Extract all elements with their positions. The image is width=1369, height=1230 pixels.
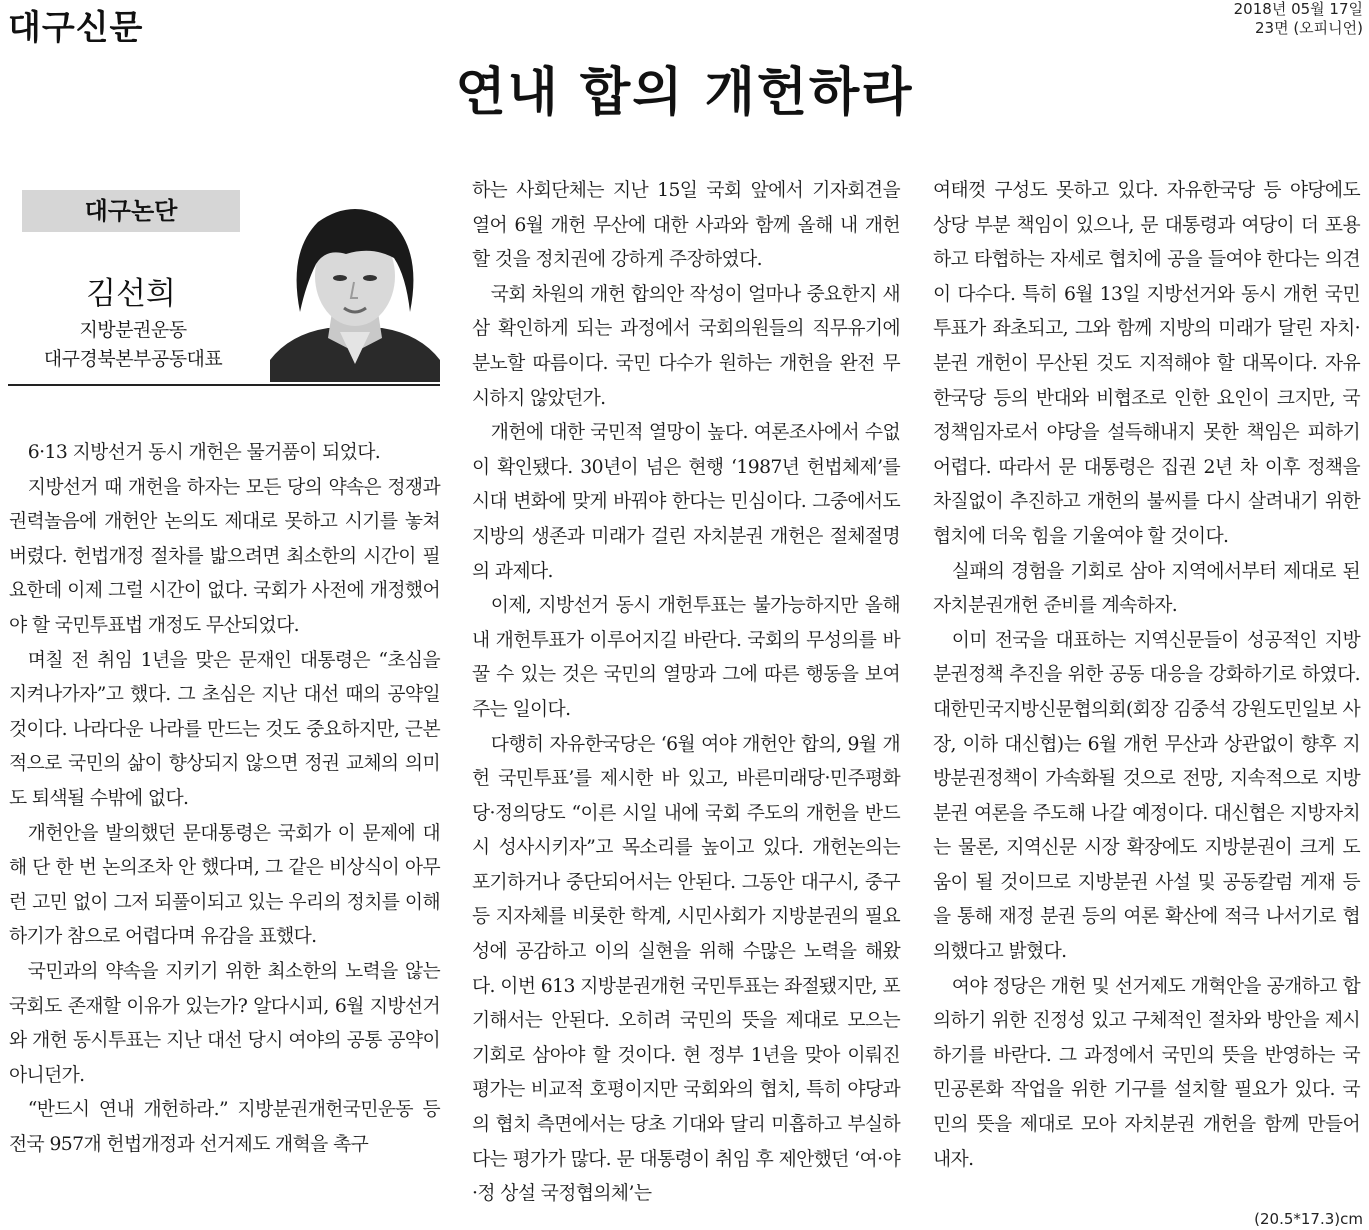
author-affiliation: [8, 316, 258, 374]
paragraph: 다행히 자유한국당은 ‘6월 여야 개헌안 합의, 9월 개헌 국민투표’를 제시한 바 있고, 바른미래당·민주평화당·정의당도 “이른 시일 내에 국회 주도의 개헌을 반드시 성사시키자”고 목소리를 높이고 있다. 개헌논의는 포기하거나 중단되어서는 안된다. 그동안 대구시, 중구 등 지자체를 비롯한 학계, 시민사회가 지방분권의 필요성에 공감하고 이의 실현을 위해 수많은 노력을 해왔다. 이번 613 지방분권개헌 국민투표는 좌절됐지만, 포기해서는 안된다. 오히려 국민의 뜻을 제대로 모으는 기회로 삼아야 할 것이다. 현 정부 1년을 맞아 이뤄진 평가는 비교적 호평이지만 국회와의 협치, 특히 야당과의 협치 측면에서는 당초 기대와 달리 미흡하고 부실하다는 평가가 많다. 문 대통령이 취임 후 제안했던 ‘여·야·정 상설 국정협의체’는: [472, 733, 900, 1205]
paragraph: “반드시 연내 개헌하라.” 지방분권개헌국민운동 등 전국 957개 헌법개정과 선거제도 개혁을 촉구: [9, 1099, 440, 1155]
article-headline: 연내 합의 개헌하라: [455, 63, 914, 123]
paragraph: 며칠 전 취임 1년을 맞은 문재인 대통령은 “초심을 지켜나가자”고 했다. 그 초심은 지난 대선 때의 공약일 것이다. 나라다운 나라를 만드는 것도 중요하지만, 근본적으로 국민의 삶이 향상되지 않으면 정권 교체의 의미도 퇴색될 수밖에 없다.: [9, 649, 440, 809]
paragraph-continued: 하는 사회단체는 지난 15일 국회 앞에서 기자회견을 열어 6월 개헌 무산에 대한 사과와 함께 올해 내 개헌할 것을 정치권에 강하게 주장하였다.: [472, 180, 900, 271]
page-section: 23면 (오피니언): [1254, 19, 1363, 37]
article-column-3: [933, 174, 1360, 1177]
paragraph: 지방선거 때 개헌을 하자는 모든 당의 약속은 정쟁과 권력놀음에 개헌안 논의도 제대로 못하고 시기를 놓쳐 버렸다. 헌법개정 절차를 밟으려면 최소한의 시간이 필요한데 이제 그럴 시간이 없다. 국회가 사전에 개정했어야 할 국민투표법 개정도 무산되었다.: [9, 476, 440, 636]
column-tag: 대구논단: [22, 190, 240, 232]
author-org-line2: 대구경북본부공동대표: [43, 348, 223, 370]
article-column-2: [472, 174, 900, 1212]
author-name: 김선희: [86, 276, 176, 312]
paragraph: 이미 전국을 대표하는 지역신문들이 성공적인 지방분권정책 추진을 위한 공동 대응을 강화하기로 하였다. 대한민국지방신문협의회(회장 김중석 강원도민일보 사장, 이하 대신협)는 6월 개헌 무산과 상관없이 향후 지방분권정책이 가속화될 것으로 전망, 지속적으로 지방분권 여론을 주도해 나갈 예정이다. 대신협은 지방자치는 물론, 지역신문 시장 확장에도 지방분권이 크게 도움이 될 것이므로 지방분권 사설 및 공동칼럼 게재 등을 통해 재정 분권 등의 여론 확산에 적극 나서기로 협의했다고 밝혔다.: [933, 629, 1360, 963]
paragraph: 개헌에 대한 국민적 열망이 높다. 여론조사에서 수없이 확인됐다. 30년이 넘은 현행 ‘1987년 헌법체제’를 시대 변화에 맞게 바꿔야 한다는 민심이다. 그중에서도 지방의 생존과 미래가 걸린 자치분권 개헌은 절체절명의 과제다.: [472, 422, 900, 582]
paragraph: 실패의 경험을 기회로 삼아 지역에서부터 제대로 된 자치분권개헌 준비를 계속하자.: [933, 560, 1360, 617]
paragraph: 국회 차원의 개헌 합의안 작성이 얼마나 중요한지 새삼 확인하게 되는 과정에서 국회의원들의 직무유기에 분노할 따름이다. 국민 다수가 원하는 개헌을 완전 무시하지 않았던가.: [472, 283, 900, 409]
paragraph-continued: 여태껏 구성도 못하고 있다. 자유한국당 등 야당에도 상당 부분 책임이 있으나, 문 대통령과 여당이 더 포용하고 타협하는 자세로 협치에 공을 들여야 한다는 의견이 다수다. 특히 6월 13일 지방선거와 동시 개헌 국민투표가 좌초되고, 그와 함께 지방의 미래가 달린 자치·분권 개헌이 무산된 것도 지적해야 할 대목이다. 자유한국당 등의 반대와 비협조로 인한 요인이 크지만, 국정책임자로서 야당을 설득해내지 못한 책임은 피하기 어렵다. 따라서 문 대통령은 집권 2년 차 이후 정책을 차질없이 추진하고 개헌의 불씨를 다시 살려내기 위한 협치에 더욱 힘을 기울여야 할 것이다.: [933, 180, 1360, 547]
paragraph: 국민과의 약속을 지키기 위한 최소한의 노력을 않는 국회도 존재할 이유가 있는가? 알다시피, 6월 지방선거와 개헌 동시투표는 지난 대선 당시 여야의 공통 공약이 아니던가.: [9, 960, 440, 1086]
author-org-line1: 지방분권운동: [79, 319, 187, 341]
publication-date: 2018년 05월 17일: [1233, 0, 1363, 18]
paragraph: 여야 정당은 개헌 및 선거제도 개혁안을 공개하고 합의하기 위한 진정성 있고 구체적인 절차와 방안을 제시하기를 바란다. 그 과정에서 국민의 뜻을 반영하는 국민공론화 작업을 위한 기구를 설치할 필요가 있다. 국민의 뜻을 제대로 모아 자치분권 개헌을 함께 만들어 내자.: [933, 975, 1360, 1170]
article-column-1: [9, 436, 440, 1162]
paragraph: 6·13 지방선거 동시 개헌은 물거품이 되었다.: [27, 442, 381, 463]
clipping-size-note: (20.5*17.3)cm: [1254, 1210, 1363, 1228]
paragraph: 이제, 지방선거 동시 개헌투표는 불가능하지만 올해 내 개헌투표가 이루어지길 바란다. 국회의 무성의를 바꿀 수 있는 것은 국민의 열망과 그에 따른 행동을 보여주는 일이다.: [472, 595, 900, 720]
author-portrait: [270, 192, 440, 382]
byline-box: [8, 178, 440, 386]
paragraph: 개헌안을 발의했던 문대통령은 국회가 이 문제에 대해 단 한 번 논의조차 안 했다며, 그 같은 비상식이 아무런 고민 없이 그저 되풀이되고 있는 우리의 정치를 이해하기가 참으로 어렵다며 유감을 표했다.: [9, 822, 440, 948]
publication-meta: [1234, 0, 1363, 38]
newspaper-masthead: 대구신문: [8, 8, 144, 48]
